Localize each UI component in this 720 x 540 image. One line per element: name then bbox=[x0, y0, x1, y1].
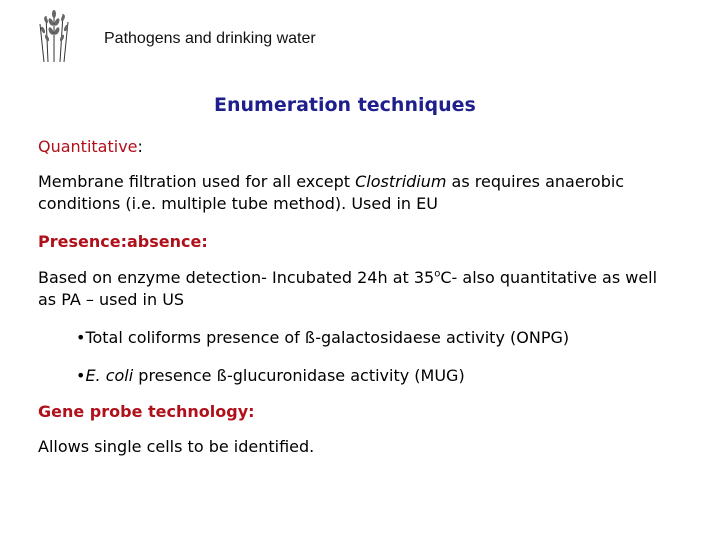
bullet-e-coli-text: presence ß-glucuronidase activity (MUG) bbox=[133, 366, 465, 385]
bullet-e-coli bbox=[76, 365, 678, 387]
presence-text-after: C- also quantitative as well as PA – used in US bbox=[38, 268, 658, 309]
slide-content bbox=[38, 136, 678, 472]
bullet-e-coli-italic: E. coli bbox=[85, 366, 134, 385]
quantitative-heading bbox=[38, 136, 678, 158]
presence-text-before: Based on enzyme detection- Incubated 24h at 35 bbox=[38, 268, 435, 287]
wheat-logo-icon bbox=[36, 4, 72, 64]
quantitative-heading-colon: : bbox=[137, 137, 143, 156]
degree-symbol: o bbox=[434, 268, 441, 280]
quantitative-text-before: Membrane filtration used for all except bbox=[38, 172, 356, 191]
bullet-total-coliforms: •Total coliforms presence of ß-galactosidaese activity (ONPG) bbox=[76, 328, 570, 347]
gene-heading: Gene probe technology: bbox=[38, 402, 255, 421]
quantitative-text-italic: Clostridium bbox=[355, 172, 447, 191]
quantitative-text bbox=[38, 171, 678, 215]
header-title: Pathogens and drinking water bbox=[104, 30, 316, 47]
slide-title: Enumeration techniques bbox=[214, 94, 476, 116]
gene-text: Allows single cells to be identified. bbox=[38, 437, 315, 456]
presence-heading: Presence:absence: bbox=[38, 232, 208, 251]
quantitative-text-after: as requires anaerobic conditions (i.e. multiple tube method). Used in EU bbox=[38, 172, 625, 213]
quantitative-heading-label: Quantitative bbox=[38, 137, 138, 156]
presence-text bbox=[38, 267, 678, 311]
bullet-e-coli-marker: • bbox=[76, 366, 86, 385]
